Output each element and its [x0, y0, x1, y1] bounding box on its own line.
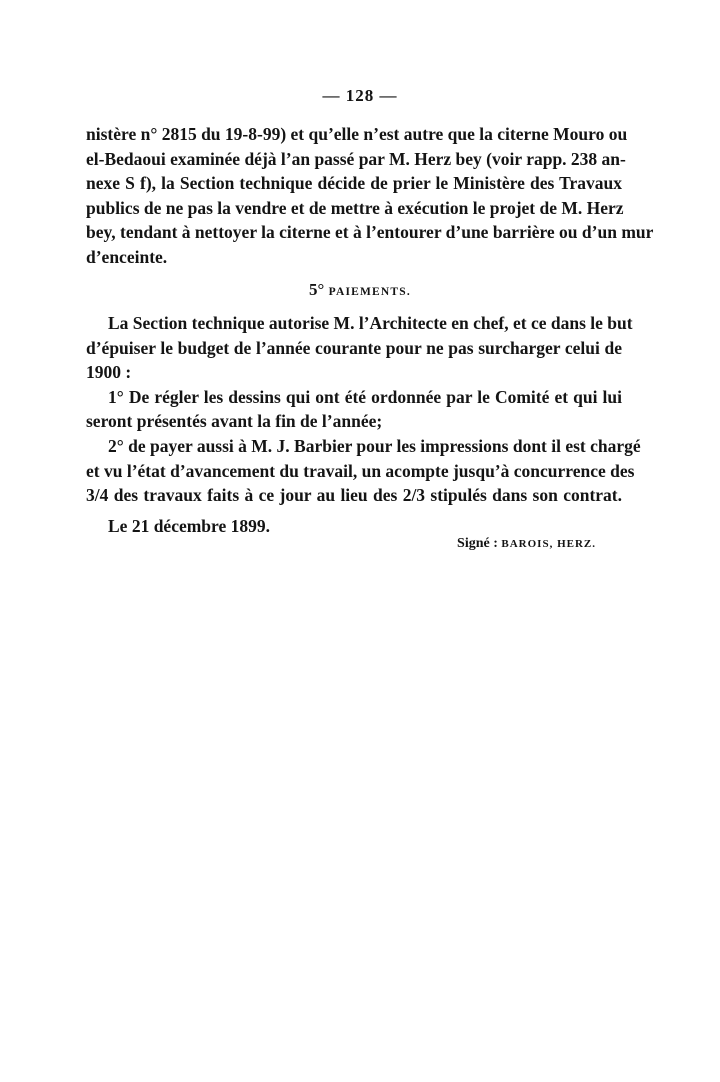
text-line: 1900 : — [86, 362, 132, 383]
text-line: 3/4 des travaux faits à ce jour au lieu des 2/3 stipulés dans son contrat. — [86, 485, 622, 506]
paragraph-payments — [86, 311, 641, 508]
page-number: — 128 — — [322, 86, 398, 105]
paragraph-continuation — [86, 122, 654, 270]
text-line: d’enceinte. — [86, 246, 168, 267]
text-line: 2° de payer aussi à M. J. Barbier pour les impressions dont il est chargé — [108, 435, 641, 456]
text-line: et vu l’état d’avancement du travail, un acompte jusqu’à concurrence des — [86, 460, 635, 481]
section-heading — [0, 280, 720, 300]
text-line: publics de ne pas la vendre et de mettre à exécution le projet de M. Herz — [86, 197, 624, 218]
text-line: nistère n° 2815 du 19-8-99) et qu’elle n’est autre que la citerne Mouro ou — [86, 124, 628, 144]
date-line: Le 21 décembre 1899. — [108, 516, 271, 536]
signature-label: Signé : — [457, 536, 498, 551]
text-line: bey, tendant à nettoyer la citerne et à l’entourer d’une barrière ou d’un mur — [86, 222, 654, 243]
text-line: seront présentés avant la fin de l’année; — [86, 411, 383, 432]
signature — [0, 536, 596, 552]
text-line: La Section technique autorise M. l’Architecte en chef, et ce dans le but — [108, 313, 633, 333]
section-title: PAIEMENTS. — [328, 286, 411, 298]
text-line: d’épuiser le budget de l’année courante pour ne pas surcharger celui de — [86, 337, 622, 358]
text-line: 1° De régler les dessins qui ont été ordonnée par le Comité et qui lui — [108, 386, 622, 407]
text-line: nexe S f), la Section technique décide de prier le Ministère des Travaux — [86, 173, 622, 194]
signature-names: BAROIS, HERZ. — [501, 538, 596, 550]
section-number: 5° — [309, 280, 325, 299]
text-line: el-Bedaoui examinée déjà l’an passé par M. Herz bey (voir rapp. 238 an- — [86, 148, 626, 169]
